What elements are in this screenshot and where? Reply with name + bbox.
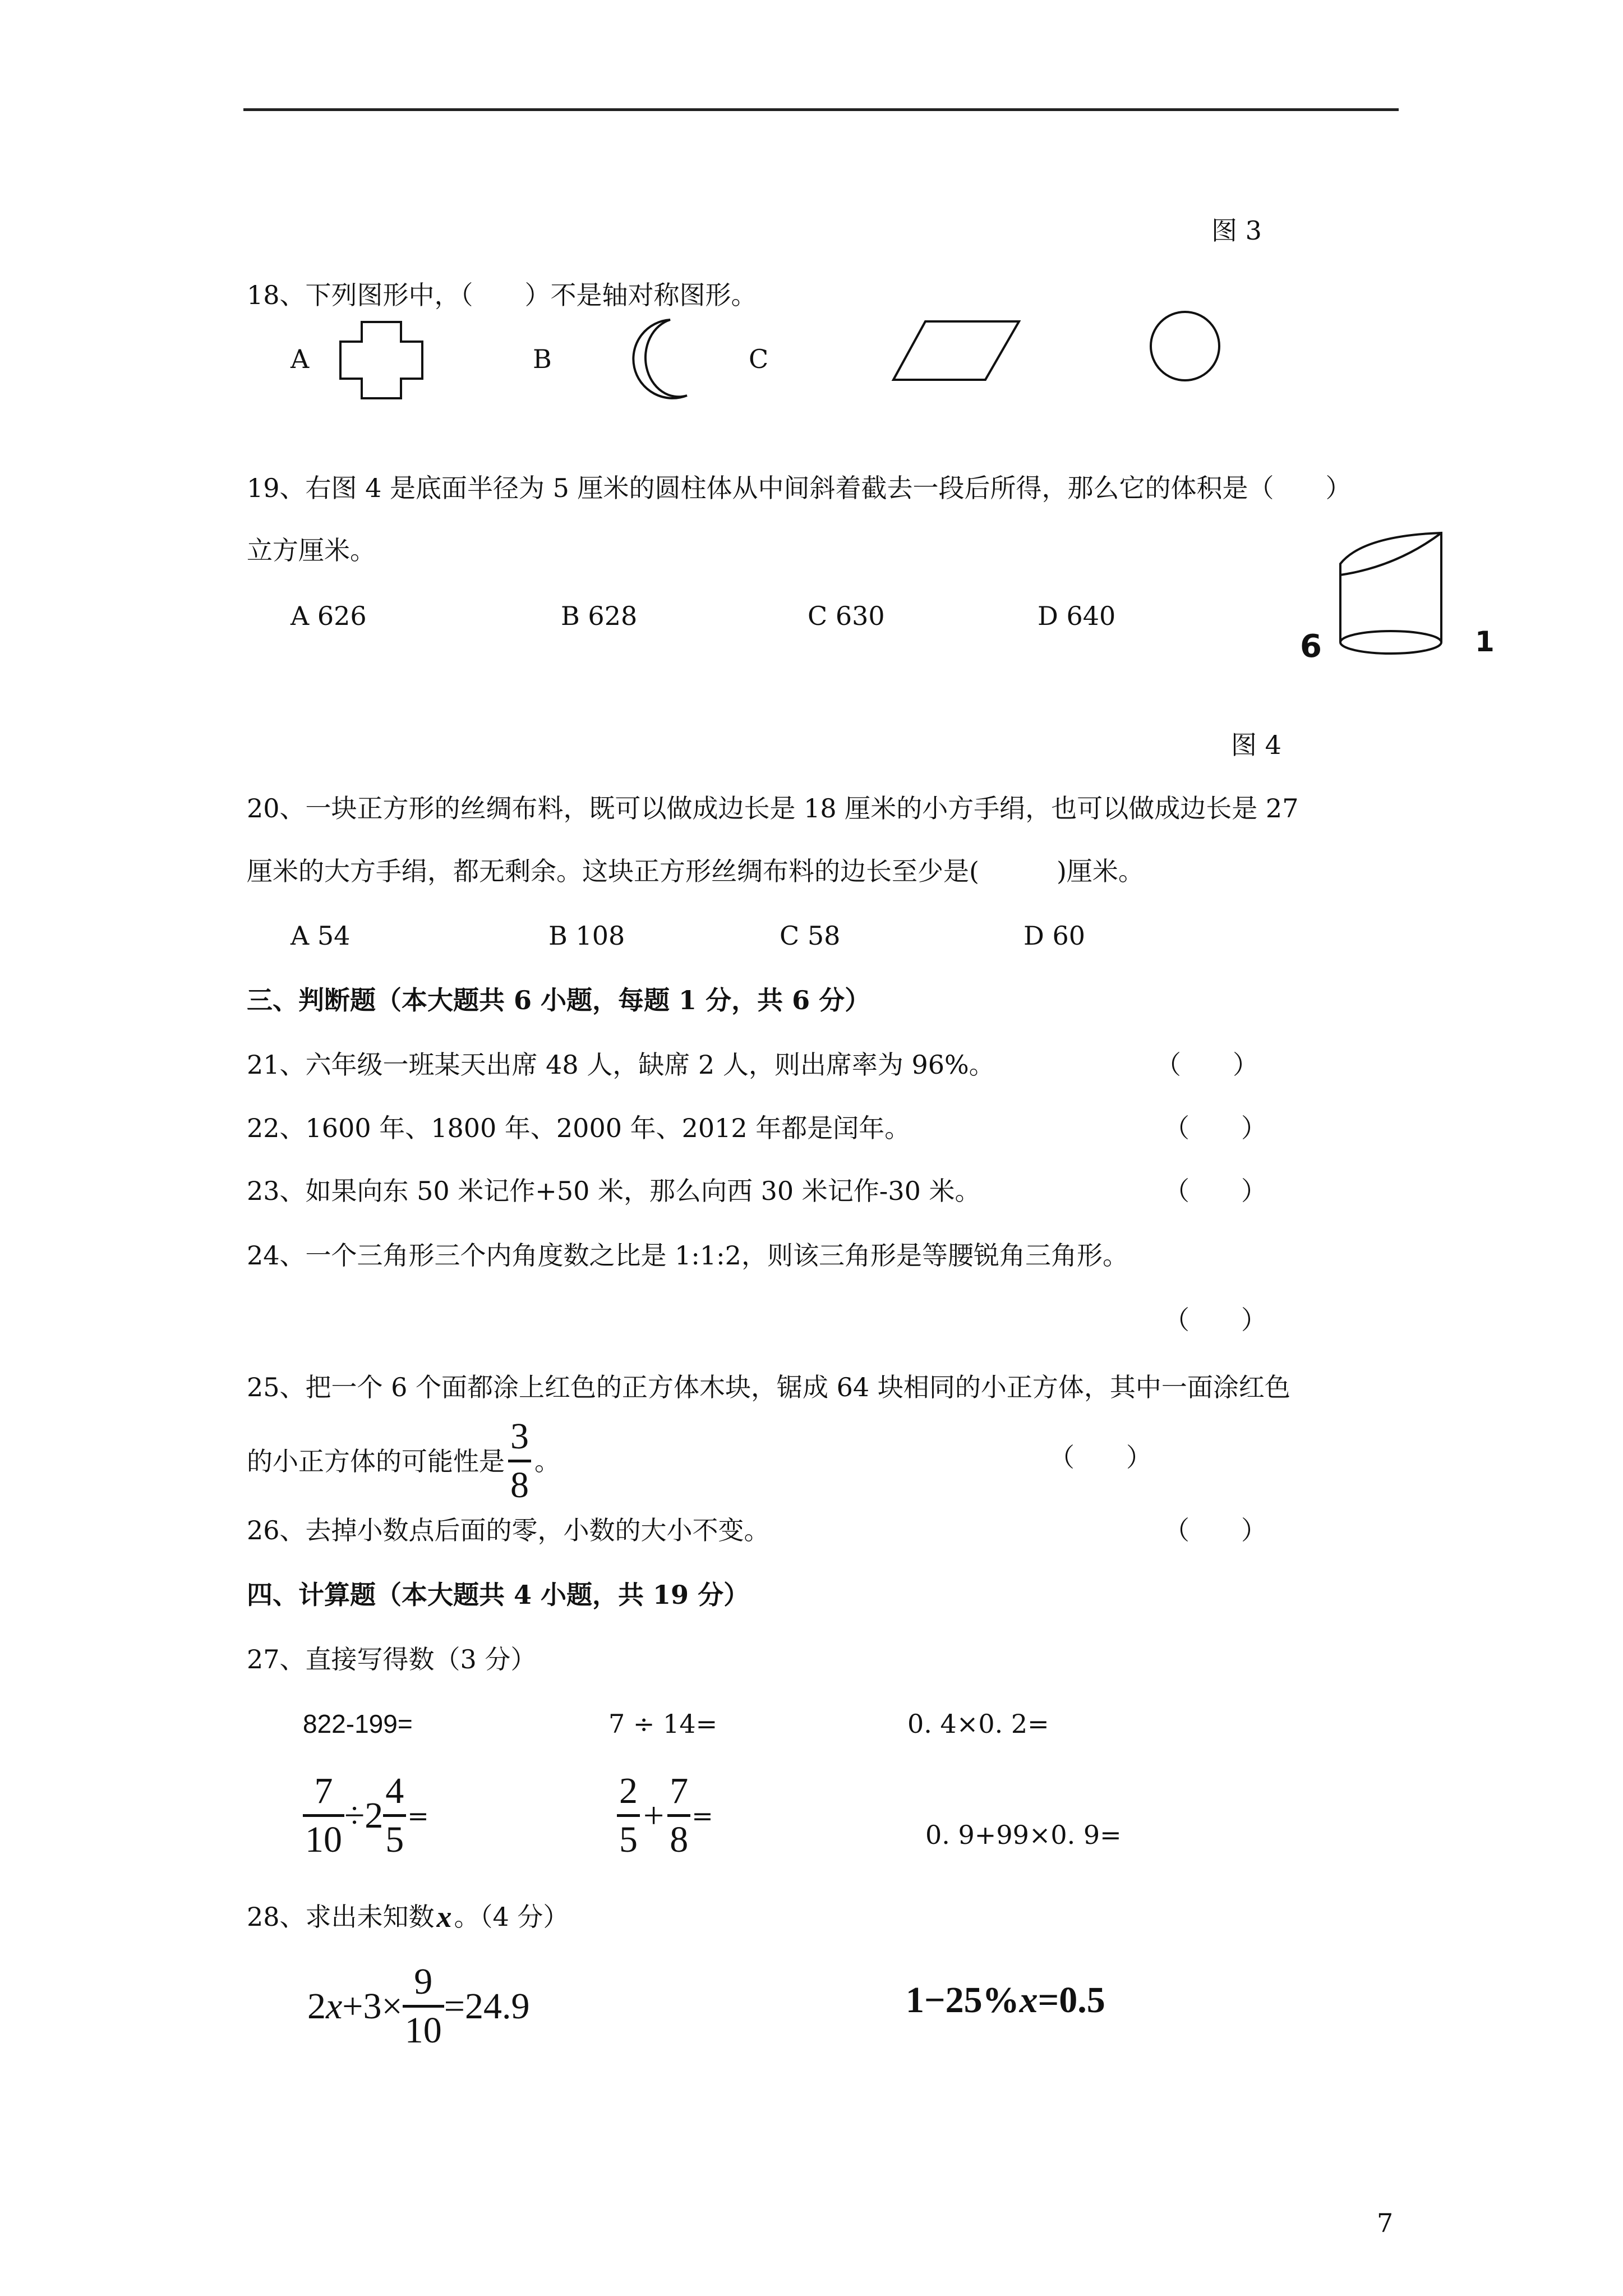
figure-3-caption: 图 3 [1211, 215, 1262, 246]
q20-option-a: A 54 [291, 921, 351, 951]
q28-title-suffix: 。（4 分） [454, 1902, 569, 1932]
q28-eq1-coefficient: 2 [307, 1985, 326, 2027]
q20-option-d: D 60 [1023, 921, 1086, 951]
q19-option-b: B 628 [561, 601, 638, 631]
question-24-text: 24、一个三角形三个内角度数之比是 1:1:2，则该三角形是等腰锐角三角形。 [247, 1240, 1128, 1271]
q25-line2-suffix: 。 [534, 1446, 560, 1476]
question-22-text: 22、1600 年、1800 年、2000 年、2012 年都是闰年。 [247, 1113, 911, 1143]
q27-e5-den-1: 5 [619, 1819, 638, 1860]
q25-fraction-bar [508, 1460, 531, 1462]
q27-e5-bar-2 [667, 1814, 690, 1817]
q28-equation-2 [906, 1979, 1105, 2022]
q27-e4-fraction-2 [383, 1770, 406, 1860]
q27-expr-2: 7 ÷ 14= [608, 1709, 718, 1739]
q22-answer-paren: （ ） [1164, 1113, 1267, 1143]
q19-option-d: D 640 [1038, 601, 1116, 631]
q18-option-a-label: A [291, 344, 310, 374]
q27-e5-num-2: 7 [670, 1770, 689, 1811]
q27-e4-equals: = [407, 1800, 429, 1831]
parallelogram-icon [892, 320, 1021, 381]
q18-option-c-label: C [749, 344, 769, 374]
q28-eq1-variable: x [326, 1985, 343, 2027]
q28-title-prefix: 28、求出未知数 [247, 1902, 435, 1932]
q27-e5-bar-1 [617, 1814, 640, 1817]
q27-e5-plus-sign: + [643, 1795, 665, 1836]
question-19-line2: 立方厘米。 [247, 535, 376, 565]
question-18-text: 18、下列图形中，（ ）不是轴对称图形。 [247, 280, 757, 310]
q20-option-c: C 58 [780, 921, 841, 951]
q27-e4-divide-sign: ÷ [344, 1795, 365, 1836]
question-23-text: 23、如果向东 50 米记作+50 米，那么向西 30 米记作-30 米。 [247, 1176, 981, 1206]
q20-option-b: B 108 [548, 921, 625, 951]
question-20-line2: 厘米的大方手绢，都无剩余。这块正方形丝绸布料的边长至少是( )厘米。 [247, 856, 1144, 886]
cross-shape-icon [339, 321, 423, 399]
q28-eq2-left: 1−25% [906, 1980, 1020, 2021]
q19-option-c: C 630 [808, 601, 885, 631]
q28-eq1-num: 9 [414, 1961, 433, 2002]
q27-e4-bar-2 [383, 1814, 406, 1817]
q27-e5-equals: = [691, 1800, 713, 1831]
q25-fraction [508, 1418, 531, 1504]
q28-eq1-middle: +3× [342, 1985, 403, 2027]
q28-eq1-right-side: =24.9 [444, 1985, 530, 2027]
q27-expr-4 [303, 1770, 429, 1860]
q27-expr-3: 0. 4×0. 2= [907, 1709, 1049, 1739]
q21-answer-paren: （ ） [1155, 1050, 1258, 1080]
q25-line2-prefix: 的小正方体的可能性是 [247, 1446, 505, 1476]
figure-4-caption: 图 4 [1231, 730, 1281, 760]
q28-eq1-fraction [403, 1963, 444, 2049]
circle-shape-icon [1149, 310, 1221, 383]
q25-fraction-denominator: 8 [510, 1465, 529, 1506]
q19-option-a: A 626 [291, 601, 367, 631]
q27-e4-fraction-1 [303, 1770, 344, 1860]
q27-expr-5 [617, 1770, 713, 1860]
q27-expr-6: 0. 9+99×0. 9= [925, 1820, 1122, 1850]
q27-e5-fraction-2 [667, 1770, 690, 1860]
q27-e5-fraction-1 [617, 1770, 640, 1860]
q27-e4-bar-1 [303, 1814, 344, 1817]
cut-cylinder-figure [1329, 530, 1458, 676]
section-3-heading: 三、判断题（本大题共 6 小题，每题 1 分，共 6 分） [247, 985, 871, 1015]
q28-eq2-variable: x [1019, 1980, 1038, 2021]
question-20-line1: 20、一块正方形的丝绸布料，既可以做成边长是 18 厘米的小方手绢，也可以做成边长是 27 [247, 793, 1299, 823]
q27-e4-den-1: 10 [305, 1819, 342, 1860]
question-21-text: 21、六年级一班某天出席 48 人，缺席 2 人，则出席率为 96%。 [247, 1050, 995, 1080]
q18-option-b-label: B [533, 344, 552, 374]
question-26-text: 26、去掉小数点后面的零，小数的大小不变。 [247, 1515, 770, 1545]
question-28-title [247, 1902, 569, 1932]
question-19-line1: 19、右图 4 是底面半径为 5 厘米的圆柱体从中间斜着截去一段后所得，那么它的体积是（ ） [247, 473, 1352, 503]
q28-equation-1 [307, 1963, 529, 2049]
cylinder-label-right: 1 [1475, 625, 1495, 658]
question-25-line2 [247, 1418, 560, 1504]
q27-e4-whole: 2 [365, 1795, 384, 1836]
page-number: 7 [1377, 2208, 1394, 2238]
crescent-moon-icon [625, 317, 693, 401]
q27-e4-num-1: 7 [314, 1770, 333, 1811]
q28-eq1-bar [403, 2005, 444, 2008]
q27-e4-den-2: 5 [385, 1819, 404, 1860]
q27-e5-den-2: 8 [670, 1819, 689, 1860]
q27-e4-num-2: 4 [385, 1770, 404, 1811]
q28-eq1-den: 10 [404, 2010, 442, 2051]
q25-fraction-numerator: 3 [510, 1416, 529, 1457]
question-27-title: 27、直接写得数（3 分） [247, 1644, 537, 1674]
q27-e5-num-1: 2 [619, 1770, 638, 1811]
q28-title-variable: x [436, 1900, 452, 1934]
q25-answer-paren: （ ） [1049, 1442, 1152, 1473]
cylinder-label-left: 6 [1300, 628, 1322, 665]
q27-expr-1: 822-199= [303, 1709, 413, 1738]
question-25-line1: 25、把一个 6 个面都涂上红色的正方体木块，锯成 64 块相同的小正方体，其中一面涂红色 [247, 1372, 1290, 1402]
header-rule [243, 108, 1399, 111]
section-4-heading: 四、计算题（本大题共 4 小题，共 19 分） [247, 1580, 750, 1610]
q28-eq2-right: =0.5 [1038, 1980, 1105, 2021]
q23-answer-paren: （ ） [1164, 1176, 1267, 1206]
q26-answer-paren: （ ） [1164, 1515, 1267, 1545]
q24-answer-paren: （ ） [1164, 1305, 1267, 1335]
